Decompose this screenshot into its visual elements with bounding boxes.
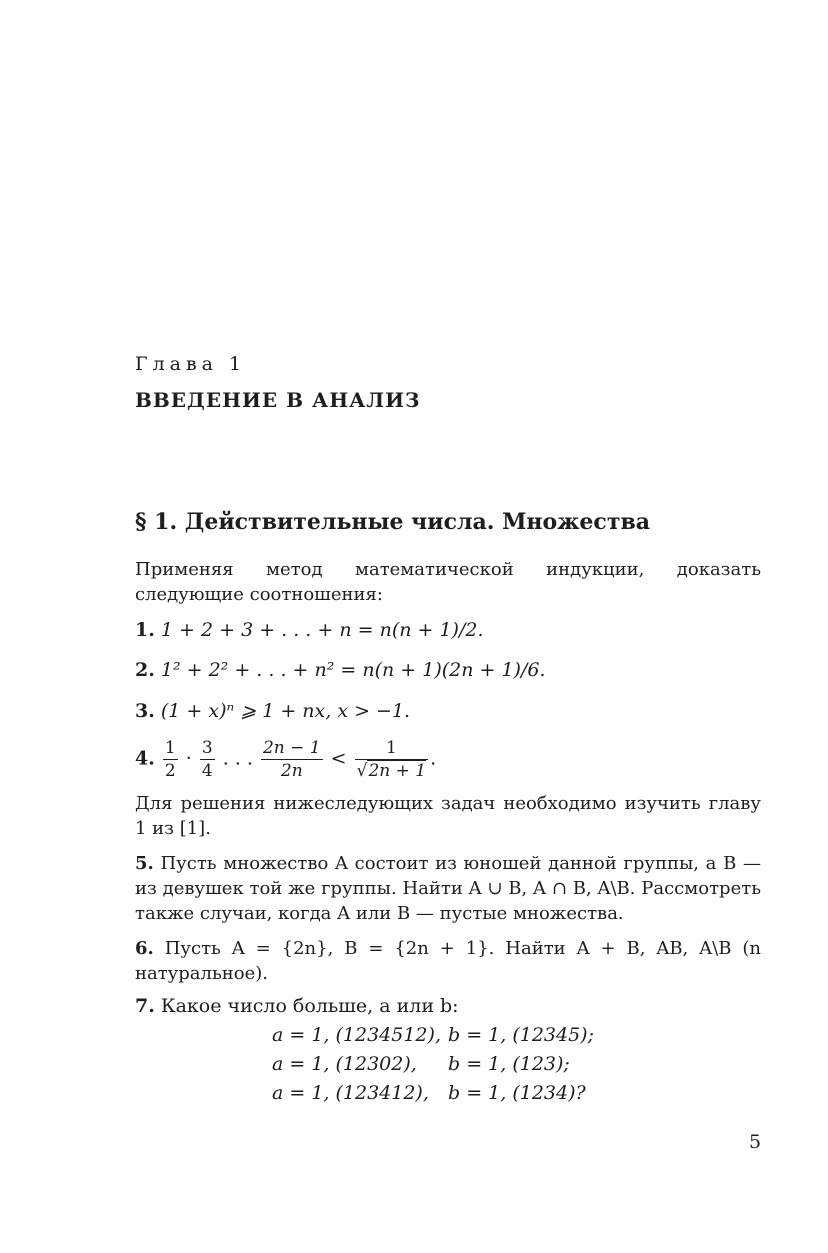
problem-3 [135,700,410,722]
problem-5 [90,851,761,926]
chapter-label: Глава 1 [135,353,247,375]
problem-number: 6. [135,938,154,959]
problem-text: Какое число больше, a или b: [160,995,459,1017]
problem-1 [135,619,484,641]
problem-6 [90,936,761,986]
problem-text: Пусть A = {2n}, B = {2n + 1}. Найти A + B, AB, A\B (n натуральное). [135,938,762,984]
note-paragraph [90,791,761,841]
problem-7 [135,995,459,1017]
case-row: a = 1, (123412), b = 1, (1234)? [272,1082,586,1104]
problem-number: 4. [135,747,155,770]
page-number: 5 [749,1131,762,1153]
sqrt-icon: √ [356,761,368,781]
problem-formula: 1² + 2² + . . . + n² = n(n + 1)(2n + 1)/6. [160,659,546,681]
problem-number: 1. [135,619,155,641]
problem-text: Пусть множество A состоит из юношей данной группы, а B — из девушек той же группы. Найти A ∪ B, A ∩ B, A\B. Рассмотреть также случаи, когда A или B — пустые множества. [135,853,761,924]
fraction: $\frac{2n - 1}{2n}$ [262,738,321,781]
problem-formula: 1 + 2 + 3 + . . . + n = n(n + 1)/2. [160,619,484,641]
section-title: § 1. Действительные числа. Множества [135,509,650,535]
problem-number: 7. [135,995,155,1017]
ellipsis: . . . [222,747,253,770]
note-text: Для решения нижеследующих задач необходимо изучить главу 1 из [1]. [135,793,761,839]
intro-text: Применяя метод математической индукции, доказать следующие соотношения: [135,559,761,605]
problem-7-cases [272,1024,594,1111]
problem-4: 4. $\frac{1}{2}$ · $\frac{3}{4}$ . . . $\frac{2n - 1}{2n}$ < $\frac{1}{√2n + 1}$ . [135,738,437,781]
case-row: a = 1, (12302), b = 1, (123); [272,1053,570,1075]
case-row: a = 1, (1234512), b = 1, (12345); [272,1024,594,1046]
problem-number: 2. [135,659,155,681]
fraction: $\frac{1}{√2n + 1}$ [356,738,427,781]
chapter-title: ВВЕДЕНИЕ В АНАЛИЗ [135,388,421,412]
problem-formula: (1 + x)ⁿ ⩾ 1 + nx, x > −1. [160,700,411,722]
problem-number: 3. [135,700,155,722]
intro-paragraph [90,557,761,607]
less-than-sign: < [330,747,347,770]
problem-2 [135,659,546,681]
fraction: $\frac{1}{2}$ [164,738,176,781]
fraction: $\frac{3}{4}$ [201,738,213,781]
dot-operator: · [185,747,192,770]
problem-number: 5. [135,853,154,874]
